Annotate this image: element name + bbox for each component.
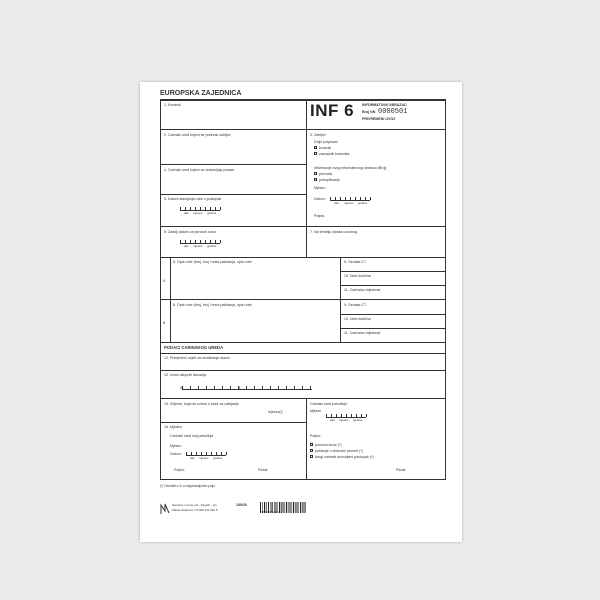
- divider-upper: [306, 100, 307, 257]
- row-divider: [160, 226, 306, 227]
- field-9b-label: 9. Oznaka CT: [344, 303, 367, 307]
- field-14-unit: mjesec(i): [268, 410, 283, 414]
- option-reexport: ponovni izvoz (*): [315, 442, 342, 447]
- option-preispitivanje: preispitivanje: [319, 177, 340, 182]
- field-10a-label: 10. Neto količina: [344, 274, 371, 278]
- checkbox-other-procedure[interactable]: [310, 455, 313, 458]
- field-3-sub: Dolje potpisani: [314, 140, 338, 144]
- field-3-request: Informacije ovog informativnog obrasca (Broj): [314, 166, 387, 170]
- date-month-label: mjesec: [339, 418, 349, 422]
- option-zastupnik: zastupnik korisnika: [319, 151, 350, 156]
- row-divider: [160, 194, 306, 195]
- row-divider: [160, 129, 306, 130]
- field-11b-label: 11. Carinska vrijednost: [344, 331, 381, 335]
- publisher-logo-icon: [160, 502, 170, 514]
- date-label: Datum:: [314, 197, 326, 201]
- date-year-label: godina: [213, 456, 223, 460]
- field-3-label: 3. Zahtjev: [310, 133, 326, 137]
- field-5-label: 5. Datum stavljanja robe u postupak: [164, 197, 222, 201]
- field-11a-label: 11. Carinska vrijednost: [344, 288, 381, 292]
- checkbox-free-circulation[interactable]: [310, 449, 313, 452]
- date-day-label: dan: [334, 201, 340, 205]
- place-label-15: Mjesto:: [310, 409, 322, 413]
- field-10b-label: 10. Neto količina: [344, 317, 371, 321]
- field-1-label: 1. Korisnik: [164, 103, 181, 107]
- option-korisnik: korisnik: [319, 145, 332, 150]
- row-b-label: B: [163, 321, 166, 325]
- row-divider: [340, 314, 446, 315]
- row-divider: [160, 422, 306, 423]
- checkbox-prevoda[interactable]: [314, 172, 317, 175]
- checkbox-korisnik[interactable]: [314, 146, 317, 149]
- form-sheet: [140, 82, 462, 542]
- date-day-label: dan: [330, 418, 336, 422]
- place-label-16: Mjesto:: [170, 444, 182, 448]
- form-frame: [160, 100, 446, 480]
- option-free-circulation: puštanje u slobodni promet (*): [315, 448, 363, 453]
- row-divider: [160, 164, 306, 165]
- field-13-a: A: [180, 386, 183, 390]
- row-divider: [340, 328, 446, 329]
- row-divider: [340, 271, 446, 272]
- row-divider: [340, 285, 446, 286]
- date-day-label: dan: [184, 244, 190, 248]
- form-purpose: PRIVREMENI UVOZ: [362, 117, 396, 121]
- row-divider: [160, 353, 446, 354]
- date-day-label: dan: [184, 211, 190, 215]
- field-8a-label: 8. Opis robe (broj, broj i vrsta pakiranja, opis robe: [173, 260, 252, 264]
- field-15-label: Carinski ured potvrđuje: [310, 402, 347, 406]
- field-16-label: 16. Mjedeu: [164, 425, 182, 429]
- date-label-16: Datum:: [170, 452, 182, 456]
- number-label: Broj NN: [362, 110, 376, 114]
- row-divider: [160, 370, 446, 371]
- amount-input[interactable]: [182, 384, 312, 390]
- field-4-label: 4. Carinski ured kojem se dostavljaju podaci: [164, 168, 235, 172]
- field-9a-label: 9. Oznaka CT: [344, 260, 367, 264]
- sign-label-16: Potpis:: [174, 468, 185, 472]
- sign-label-17: Potpis:: [310, 434, 321, 438]
- field-13-label: 13. Iznos ukupnih davanja: [164, 373, 206, 377]
- row-divider: [160, 299, 446, 300]
- field-7-label: 7. Na temelju članka uvoznog: [310, 230, 358, 234]
- field-16-line: Carinski ured koji potvrđuje: [170, 434, 214, 438]
- field-14-label: 14. Vrijeme, kojei se uzima u obzir za odbijanje: [164, 402, 239, 406]
- field-2-label: 2. Carinski ured kojem se podnosi zahtjev: [164, 133, 231, 137]
- divider-lower: [306, 398, 307, 480]
- barcode-number: 3 800157 108214: [260, 510, 282, 514]
- row-divider: [160, 342, 446, 343]
- date-month-label: mjesec: [193, 211, 203, 215]
- row-divider: [306, 226, 446, 227]
- checkbox-reexport[interactable]: [310, 443, 313, 446]
- community-title: EUROPSKA ZAJEDNICA: [160, 90, 242, 97]
- field-13-b: B: [238, 386, 241, 390]
- publisher-line-2: Zbirka tiskanica: UT-ER-131 INF 6: [172, 508, 218, 512]
- form-title: INFORMATIVNI OBRAZAC: [362, 103, 407, 107]
- customs-section-title: PODACI CARINSKOG UREDA: [164, 345, 224, 350]
- date-year-label: godina: [358, 201, 368, 205]
- date-month-label: mjesec: [344, 201, 354, 205]
- row-divider: [160, 398, 446, 399]
- date-year-label: godina: [207, 211, 217, 215]
- form-code: INF 6: [310, 101, 355, 120]
- date-month-label: mjesec: [193, 244, 203, 248]
- barcode: [260, 500, 306, 514]
- checkbox-preispitivanje[interactable]: [314, 178, 317, 181]
- footer-code: 130026: [236, 503, 247, 507]
- row-divider: [306, 129, 446, 130]
- stamp-label-16: Pečat:: [258, 468, 269, 472]
- sign-label: Potpis:: [314, 214, 325, 218]
- footnote: (*) Označiti s ☒ u odgovarajućem polju: [160, 484, 215, 488]
- place-label: Mjesto:: [314, 186, 326, 190]
- checkbox-zastupnik[interactable]: [314, 152, 317, 155]
- stamp-label-17: Pečat:: [396, 468, 407, 472]
- date-day-label: dan: [190, 456, 196, 460]
- field-8b-label: 8. Opis robe (broj, broj i vrsta pakiranja, opis robe: [173, 303, 252, 307]
- row-a-label: A: [163, 279, 166, 283]
- row-divider: [160, 257, 446, 258]
- date-year-label: godina: [353, 418, 363, 422]
- field-12-label: 12. Primjećeni uvjeti za utvrđivanje stavki: [164, 356, 230, 360]
- field-6-label: 6. Zadnji datum za ponovni izvoz: [164, 230, 217, 234]
- publisher-line-1: Narodne novine d.d., Zagreb - (1): [172, 503, 217, 507]
- form-number: 0000501: [378, 108, 408, 116]
- date-month-label: mjesec: [199, 456, 209, 460]
- date-year-label: godina: [207, 244, 217, 248]
- option-prevoda: prevoda: [319, 171, 332, 176]
- option-other-procedure: drugi carinski dozvoljeni postupak (*): [315, 454, 374, 459]
